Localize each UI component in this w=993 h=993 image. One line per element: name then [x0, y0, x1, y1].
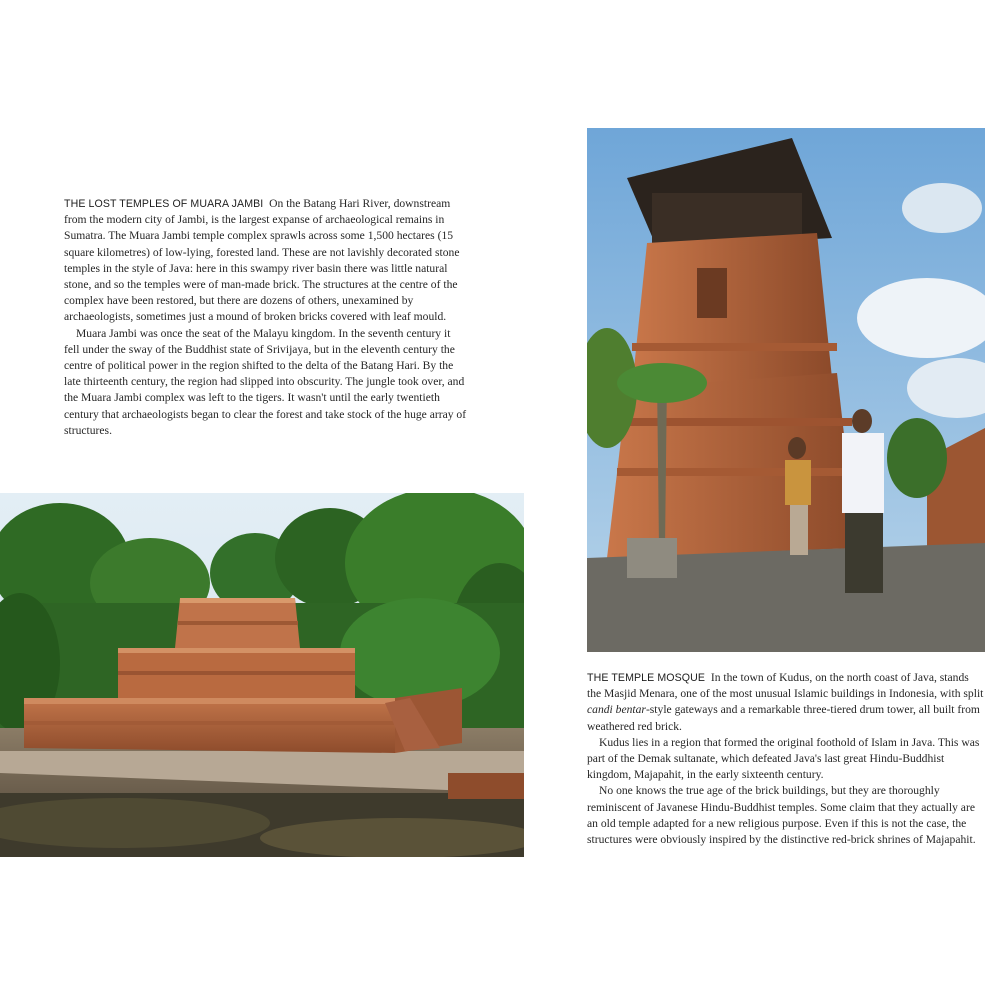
temple-mosque-text-1a: In the town of Kudus, on the north coast of Java, stands the Masjid Menara, one of the most unusual Islamic buildings in Indonesia, with split	[587, 671, 984, 701]
temple-mosque-heading: THE TEMPLE MOSQUE	[587, 672, 706, 684]
temple-mosque-paragraph-2: Kudus lies in a region that formed the original foothold of Islam in Java. This was part of the Demak sultanate, which defeated Java's last great Hindu-Buddhist kingdom, Majapahit, in the early sixteenth century.	[587, 735, 980, 782]
muara-jambi-heading: THE LOST TEMPLES OF MUARA JAMBI	[64, 198, 264, 210]
muara-jambi-paragraph-1	[64, 196, 468, 326]
muara-jambi-temple-photo	[0, 493, 524, 857]
muara-jambi-text-1: On the Batang Hari River, downstream from the modern city of Jambi, is the largest expanse of archaeological remains in Sumatra. The Muara Jambi temple complex sprawls across some 1,500 hectares (15 square kilometres) of low-lying, forested land. These are not lavishly decorated stone temples in the style of Java: here in this swampy river basin there was little natural stone, and so the temples were of man-made brick. The structures at the centre of the complex have been restored, but there are dozens of others, unexamined by archaeologists, sometimes just a mound of broken bricks covered with leaf mould.	[64, 197, 460, 324]
muara-jambi-caption	[64, 196, 468, 439]
temple-mosque-paragraph-1	[587, 670, 985, 735]
temple-mosque-caption	[587, 670, 985, 848]
temple-mosque-text-1b: -style gateways and a remarkable three-tiered drum tower, all built from weathered red brick.	[587, 703, 980, 733]
temple-mosque-paragraph-3: No one knows the true age of the brick buildings, but they are thoroughly reminiscent of Javanese Hindu-Buddhist temples. Some claim that they actually are an old temple adapted for a new religious purpose. Even if this is not the case, the structures were obviously inspired by the distinctive red-brick shrines of Majapahit.	[587, 784, 976, 847]
menara-kudus-tower-photo	[587, 128, 985, 652]
candi-bentar-term: candi bentar	[587, 703, 646, 717]
muara-jambi-paragraph-2: Muara Jambi was once the seat of the Malayu kingdom. In the seventh century it fell under the sway of the Buddhist state of Srivijaya, but in the eleventh century the centre of political power in the region shifted to the delta of the Batang Hari. By the late thirteenth century, the region had slipped into obscurity. The jungle took over, and the Muara Jambi complex was left to the tigers. It wasn't until the early twentieth century that archaeologists began to clear the forest and take stock of the huge array of structures.	[64, 326, 467, 437]
